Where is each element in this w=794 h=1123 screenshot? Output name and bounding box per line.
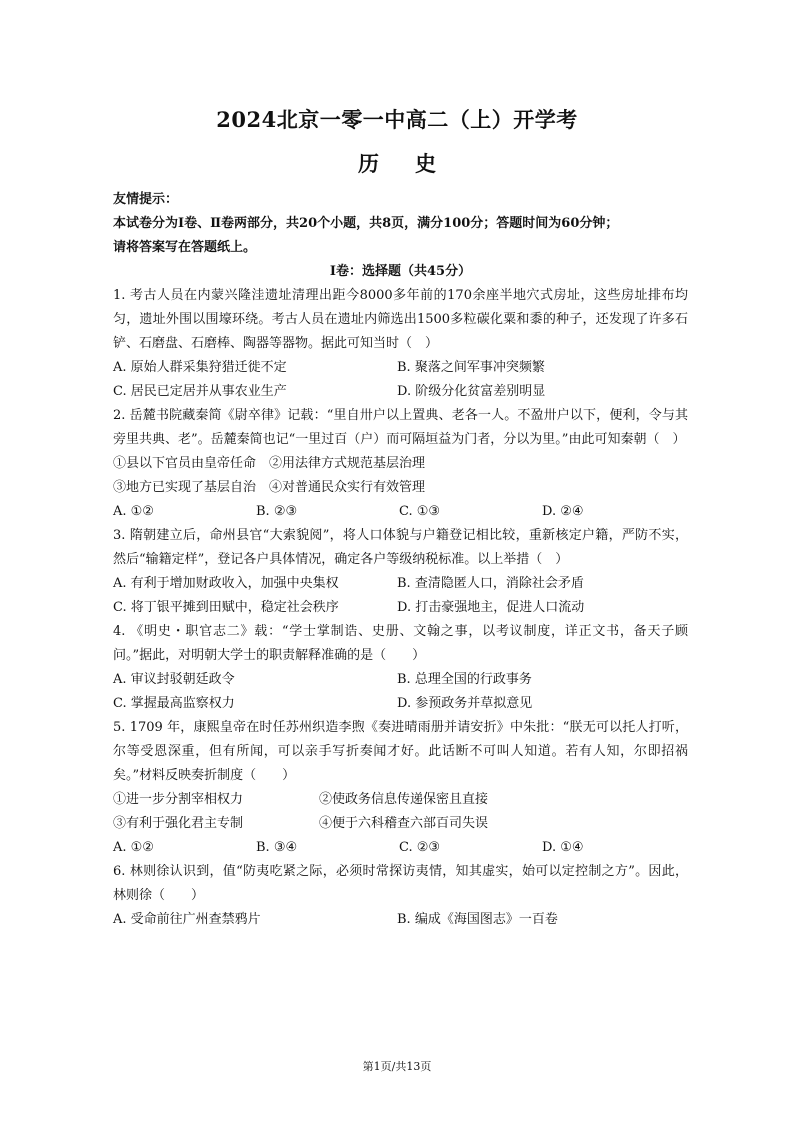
question-2-statement-row-2: ③地方已实现了基层自治 ④对普通民众实行有效管理 [113,480,426,495]
option: B. 总理全国的行政事务 [397,672,532,687]
exam-body [113,188,688,932]
page-number: 第1页/共13页 [362,1060,432,1073]
question-5-options [113,836,688,860]
option: B. 编成《海国图志》一百卷 [397,912,558,927]
question-5-stem: 5. 1709 年，康熙皇帝在时任苏州织造李煦《奏进晴雨册并请安折》中朱批：“朕无可以托人打听，尔等受恩深重，但有所闻，可以亲手写折奏闻才好。此话断不可叫人知道。若有人知，尔即招祸矣。”材料反映奏折制度（ ） [113,720,688,783]
exam-title: 2024北京一零一中高二（上）开学考 [216,107,578,132]
statement: ③有利于强化君主专制 [113,816,244,831]
notice-line-2: 请将答案写在答题纸上。 [113,240,257,255]
question-2-options [113,500,688,524]
question-5-statement-row-1 [113,788,688,812]
option: A. 原始人群采集狩猎迁徙不定 [113,360,287,375]
subject-title [0,148,794,178]
notice-line-1: 本试卷分为Ⅰ卷、Ⅱ卷两部分，共20个小题，共8页，满分100分；答题时间为60分钟； [113,216,619,231]
subject-char-2: 史 [415,151,436,176]
option: A. ①② [113,840,154,855]
option: A. 有利于增加财政收入，加强中央集权 [113,576,339,591]
question-4-options [113,668,688,692]
question-6-stem: 6. 林则徐认识到，值“防夷吃紧之际，必须时常探访夷情，知其虚实，始可以定控制之方”。因此，林则徐（ ） [113,864,688,903]
question-2-statement-row-1: ①县以下官员由皇帝任命 ②用法律方式规范基层治理 [113,456,426,471]
option: D. ②④ [542,504,584,519]
notice-heading: 友情提示： [113,192,179,207]
option: A. 受命前往广州查禁鸦片 [113,912,261,927]
option: B. 聚落之间军事冲突频繁 [397,360,545,375]
question-5-statement-row-2 [113,812,688,836]
option: B. ②③ [256,504,298,519]
question-1-options-row-2 [113,380,688,404]
option: A. ①② [113,504,154,519]
option: C. 居民已定居并从事农业生产 [113,384,287,399]
option: D. ①④ [542,840,584,855]
option: B. 查清隐匿人口，消除社会矛盾 [397,576,584,591]
question-1-stem: 1. 考古人员在内蒙兴隆洼遗址清理出距今8000多年前的170余座半地穴式房址，这些房址排布均匀，遗址外围以围壕环绕。考古人员在遗址内筛选出1500多粒碳化粟和黍的种子，还发现了许多石铲、石磨盘、石磨棒、陶器等器物。据此可知当时（ ） [113,288,688,351]
option: D. 参预政务并草拟意见 [397,696,533,711]
option: D. 打击豪强地主，促进人口流动 [397,600,585,615]
option: B. ③④ [256,840,298,855]
question-3-options-row-2 [113,596,688,620]
statement: ④便于六科稽查六部百司失误 [319,816,489,831]
question-4-stem: 4. 《明史・职官志二》载：“学士掌制诰、史册、文翰之事，以考议制度，详正文书，备天子顾问。”据此，对明朝大学士的职责解释准确的是（ ） [113,624,688,663]
option: C. ②③ [399,840,441,855]
question-4-options-row-2 [113,692,688,716]
option: C. ①③ [399,504,441,519]
option: C. 掌握最高监察权力 [113,696,235,711]
option: C. 将丁银平摊到田赋中，稳定社会秩序 [113,600,339,615]
question-3-stem: 3. 隋朝建立后，命州县官“大索貌阅”，将人口体貌与户籍登记相比较，重新核定户籍，严防不实，然后“输籍定样”，登记各户具体情况，确定各户等级纳税标准。以上举措（ ） [113,528,688,567]
question-2-stem: 2. 岳麓书院藏秦简《尉卒律》记载：“里自卅户以上置典、老各一人。不盈卅户以下，便利，令与其旁里共典、老”。岳麓秦简也记“一里过百（户）而可隔垣益为门者，分以为里。”由此可知秦朝（ ） [113,408,688,447]
option: D. 阶级分化贫富差别明显 [397,384,546,399]
section-title: Ⅰ卷：选择题（共45分） [329,264,472,279]
option: A. 审议封驳朝廷政令 [113,672,235,687]
subject-char-1: 历 [358,151,379,176]
question-3-options [113,572,688,596]
question-1-options [113,356,688,380]
statement: ②使政务信息传递保密且直接 [319,792,489,807]
statement: ①进一步分割宰相权力 [113,792,244,807]
question-6-options [113,908,688,932]
